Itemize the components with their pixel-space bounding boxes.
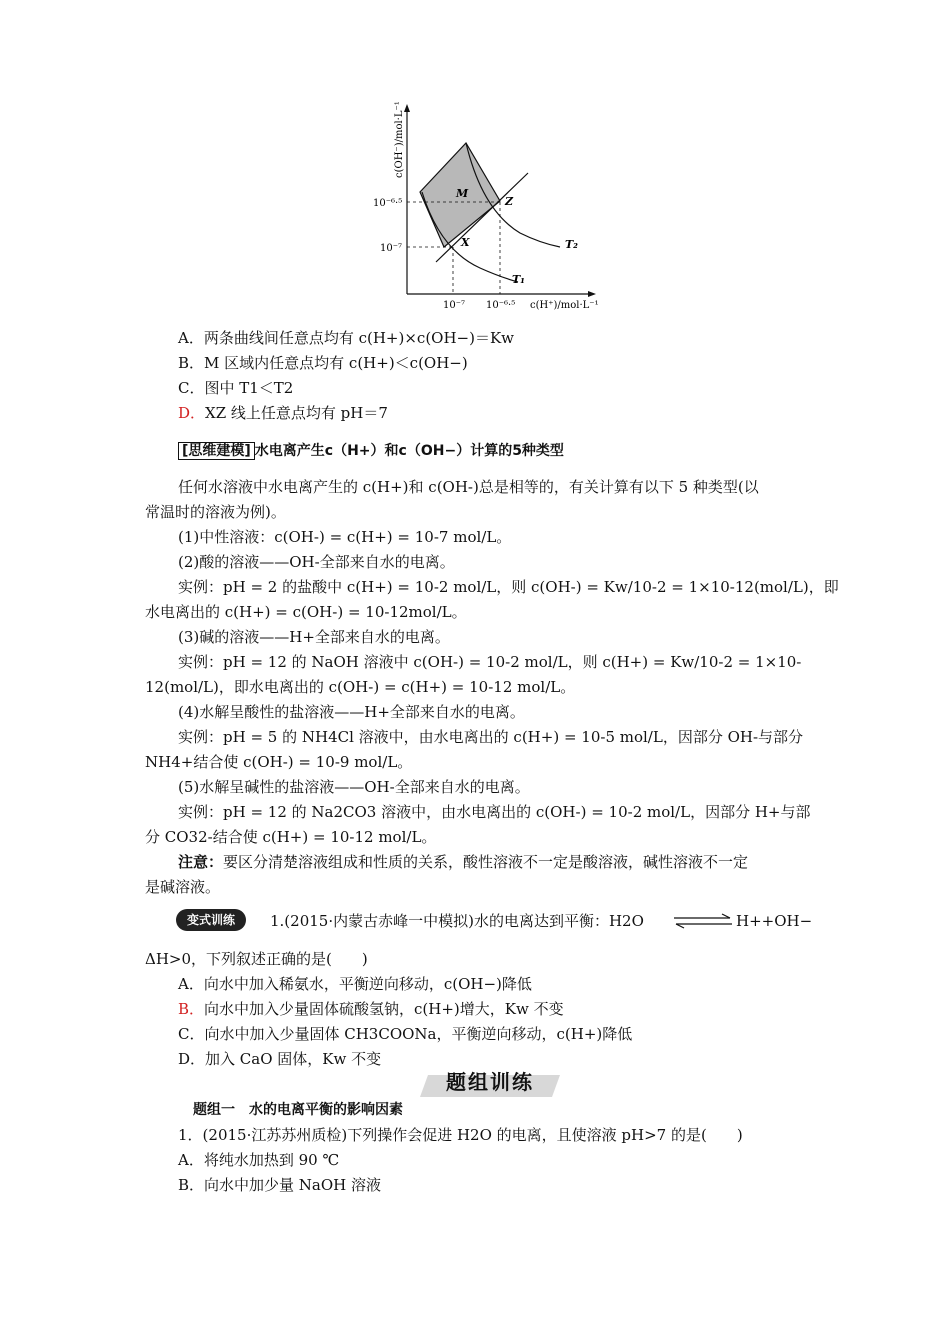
- option-b: B．M 区域内任意点均有 c(H+)＜c(OH−): [178, 354, 468, 372]
- thinking-tag: [思维建模]: [178, 442, 255, 460]
- type-5-example-1: 实例：pH = 12 的 Na2CO3 溶液中，由水电离出的 c(OH-) = 10-2 mol/L，因部分 H+与部: [178, 803, 811, 821]
- option-d-letter: D．: [178, 404, 206, 422]
- variant-option-b-letter: B．: [178, 1000, 205, 1018]
- variant-q1-products: H++OH−: [736, 912, 813, 930]
- group-q1: 1．(2015·江苏苏州质检)下列操作会促进 H2O 的电离，且使溶液 pH>7 的是( ): [178, 1126, 743, 1144]
- x-tick-label-1: 10⁻⁷: [443, 300, 466, 311]
- x-axis-label: c(H⁺)/mol·L⁻¹: [530, 300, 599, 311]
- option-d: [178, 402, 388, 424]
- y-tick-label-2: 10⁻⁷: [380, 243, 403, 254]
- y-tick-label-1: 10⁻⁶·⁵: [373, 198, 403, 209]
- group-subtitle: 题组一 水的电离平衡的影响因素: [193, 1102, 403, 1118]
- thinking-heading: 水电离产生c（H+）和c（OH−）计算的5种类型: [254, 443, 564, 459]
- type-4: (4)水解呈酸性的盐溶液——H+全部来自水的电离。: [178, 703, 525, 721]
- note-line-2: 是碱溶液。: [145, 878, 221, 896]
- type-5: (5)水解呈碱性的盐溶液——OH-全部来自水的电离。: [178, 778, 530, 796]
- variant-option-a: A．向水中加入稀氨水，平衡逆向移动，c(OH−)降低: [178, 975, 532, 993]
- group-q1-option-a: A．将纯水加热到 90 ℃: [178, 1151, 340, 1169]
- point-label-z: Z: [505, 195, 514, 208]
- group-q1-option-b: B．向水中加少量 NaOH 溶液: [178, 1176, 382, 1194]
- equilibrium-arrows-icon: [672, 913, 734, 929]
- type-3: (3)碱的溶液——H+全部来自水的电离。: [178, 628, 450, 646]
- type-3-example-2: 12(mol/L)，即水电离出的 c(OH-) = c(H+) = 10-12 mol/L。: [145, 678, 576, 696]
- thinking-heading-row: [178, 439, 564, 462]
- variant-q1-line-2: ΔH>0，下列叙述正确的是( ): [145, 950, 368, 968]
- type-1: (1)中性溶液：c(OH-) = c(H+) = 10-7 mol/L。: [178, 528, 512, 546]
- type-4-example-1: 实例：pH = 5 的 NH4Cl 溶液中，由水电离出的 c(H+) = 10-5 mol/L，因部分 OH-与部分: [178, 728, 804, 746]
- option-c: C．图中 T1＜T2: [178, 379, 294, 397]
- x-axis-arrow: [588, 291, 596, 297]
- type-2: (2)酸的溶液——OH-全部来自水的电离。: [178, 553, 455, 571]
- note-line-1: [178, 851, 748, 873]
- variant-badge: 变式训练: [176, 909, 246, 931]
- type-3-example-1: 实例：pH = 12 的 NaOH 溶液中 c(OH-) = 10-2 mol/L，则 c(H+) = Kw/10-2 = 1×10-: [178, 653, 802, 671]
- group-training-title: 题组训练: [430, 1067, 550, 1097]
- variant-option-b-text: 向水中加入少量固体硫酸氢钠，c(H+)增大，Kw 不变: [204, 1000, 564, 1018]
- type-2-example-1: 实例：pH = 2 的盐酸中 c(H+) = 10-2 mol/L，则 c(OH-) = Kw/10-2 = 1×10-12(mol/L)，即: [178, 578, 839, 596]
- option-d-text: XZ 线上任意点均有 pH＝7: [205, 404, 388, 422]
- type-2-example-2: 水电离出的 c(H+) = c(OH-) = 10-12mol/L。: [145, 603, 467, 621]
- y-axis-label: c(OH⁻)/mol·L⁻¹: [394, 101, 405, 178]
- variant-q1-line-1: 1.(2015·内蒙古赤峰一中模拟)水的电离达到平衡：H2O: [270, 912, 644, 930]
- thinking-intro-1: 任何水溶液中水电离产生的 c(H+)和 c(OH-)总是相等的，有关计算有以下 5 种类型(以: [178, 478, 759, 496]
- curve-label-t2: T₂: [565, 238, 579, 251]
- type-5-example-2: 分 CO32-结合使 c(H+) = 10-12 mol/L。: [145, 828, 437, 846]
- variant-option-c: C．向水中加入少量固体 CH3COONa，平衡逆向移动，c(H+)降低: [178, 1025, 633, 1043]
- water-ionization-chart: [370, 100, 610, 320]
- type-4-example-2: NH4+结合使 c(OH-) = 10-9 mol/L。: [145, 753, 413, 771]
- option-a: A．两条曲线间任意点均有 c(H+)×c(OH−)＝Kw: [178, 329, 515, 347]
- point-label-x: X: [461, 236, 470, 249]
- point-label-m: M: [456, 187, 469, 200]
- variant-option-b: [178, 998, 564, 1020]
- thinking-intro-2: 常温时的溶液为例)。: [145, 503, 286, 521]
- variant-option-d: D．加入 CaO 固体，Kw 不变: [178, 1050, 382, 1068]
- x-tick-label-2: 10⁻⁶·⁵: [486, 300, 516, 311]
- note-text: 要区分清楚溶液组成和性质的关系，酸性溶液不一定是酸溶液，碱性溶液不一定: [223, 853, 749, 871]
- curve-label-t1: T₁: [512, 273, 526, 286]
- note-label: 注意：: [178, 853, 224, 871]
